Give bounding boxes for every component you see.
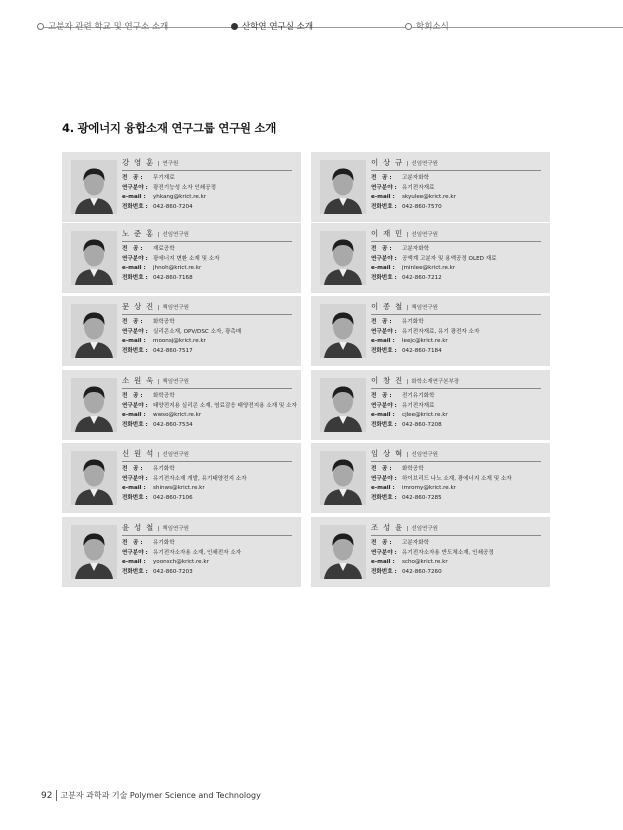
email-field-label: e-mail : [122,265,146,272]
major-field-label: 전 공 : [122,175,143,181]
email-field-label: e-mail : [371,194,395,201]
email-field-label: e-mail : [122,194,146,201]
name-row [371,448,543,459]
researcher-title: 선임연구원 [411,161,438,167]
major-field [122,174,294,184]
title-separator: | [157,305,160,311]
research-field-value: 광에너지 변환 소재 및 소자 [153,255,220,262]
major-field-label: 전 공 : [371,466,392,472]
researcher-photo [320,525,366,579]
researcher-info [122,375,297,431]
researcher-photo [71,160,117,214]
email-field [371,558,543,568]
researcher-name: 조 성 윤 [371,523,404,532]
researcher-info [122,157,294,213]
researcher-title: 선임연구원 [411,232,438,238]
researcher-info [371,522,543,578]
major-field [122,465,294,475]
major-field-value: 고분자화학 [402,246,430,252]
phone-field-value: 042-860-7260 [402,569,442,576]
researcher-info [122,301,294,357]
section-title: 4. 광에너지 융합소재 연구그룹 연구원 소개 [62,121,277,135]
phone-field [371,494,543,504]
researcher-title: 선임연구원 [162,452,189,458]
major-field-label: 전 공 : [371,319,392,325]
researcher-info [122,522,294,578]
research-field [122,549,294,559]
research-field [122,402,297,412]
title-separator: | [157,161,160,167]
major-field [122,539,294,549]
name-row [122,228,294,239]
nav-item-schools-institutes[interactable]: 고분자 관련 학교 및 연구소 소개 [48,22,169,32]
title-separator: | [406,379,409,385]
researcher-photo [71,231,117,285]
phone-field-value: 042-860-7168 [153,275,193,282]
researcher-name: 이 재 민 [371,229,404,238]
major-field-label: 전 공 : [371,393,392,399]
phone-field-label: 전화번호 : [371,495,397,502]
research-field-label: 연구분야 : [122,549,148,556]
name-row [371,522,543,533]
major-field-value: 유기화학 [153,540,175,546]
email-field-label: e-mail : [371,485,395,492]
title-separator: | [406,526,409,532]
research-field [122,255,294,265]
name-row [371,157,543,168]
email-field-label: e-mail : [371,559,395,566]
researcher-card [311,443,550,513]
research-field-value: 유기전자재료 [402,402,435,409]
email-field [122,193,294,203]
researcher-name: 문 상 진 [122,302,155,311]
major-field-value: 재료공학 [153,246,175,252]
major-field-value: 유기화학 [402,319,424,325]
email-field-label: e-mail : [122,485,146,492]
phone-field [122,274,294,284]
email-field-value[interactable]: yhkang@krict.re.kr [153,194,207,201]
researcher-title: 선임연구원 [162,232,189,238]
email-field-label: e-mail : [371,412,395,419]
title-separator: | [406,305,409,311]
researcher-title: 책임연구원 [162,526,189,532]
major-field-label: 전 공 : [371,246,392,252]
email-field-label: e-mail : [122,338,146,345]
phone-field [371,203,543,213]
top-navigation [0,0,623,46]
phone-field [122,421,294,431]
major-field [371,174,543,184]
researcher-card [62,152,301,222]
phone-field [371,421,543,431]
name-divider [371,535,541,536]
researcher-title: 책임연구원 [411,305,438,311]
nav-item-society-news[interactable]: 학회소식 [416,22,449,32]
name-divider [371,241,541,242]
major-field-value: 화학공학 [153,393,175,399]
email-field-value[interactable]: scho@krict.re.kr [402,559,448,566]
phone-field-label: 전화번호 : [122,495,148,502]
researcher-card [62,517,301,587]
research-field [371,549,543,559]
email-field [371,337,543,347]
email-field-value[interactable]: jhnoh@krict.re.kr [153,265,202,272]
researcher-name: 소 원 욱 [122,376,155,385]
phone-field [122,203,294,213]
phone-field-label: 전화번호 : [122,275,148,282]
major-field-label: 전 공 : [122,319,143,325]
nav-bullet-icon [37,23,44,30]
researcher-card [311,517,550,587]
researcher-title: 선임연구원 [411,526,438,532]
phone-field-value: 042-860-7208 [402,422,442,429]
email-field-label: e-mail : [122,412,146,419]
major-field [371,539,543,549]
researcher-name: 노 준 홍 [122,229,155,238]
research-field-value: 유기전자소자용 반도체소재, 인쇄공정 [402,549,494,556]
page-footer [41,790,261,801]
research-field [371,255,543,265]
major-field-label: 전 공 : [122,246,143,252]
phone-field-label: 전화번호 : [371,275,397,282]
nav-item-labs[interactable]: 산학연 연구실 소개 [242,22,314,32]
research-field [371,402,543,412]
research-field-value: 유기전자소재 개발, 유기태양전지 소자 [153,475,247,482]
phone-field-value: 042-860-7106 [153,495,193,502]
research-field-label: 연구분야 : [371,402,397,409]
email-field-label: e-mail : [122,559,146,566]
researcher-info [371,157,543,213]
researcher-photo [71,378,117,432]
researcher-title: 선임연구원 [411,452,438,458]
email-field-value[interactable]: skyulee@krict.re.kr [402,194,456,201]
title-separator: | [406,161,409,167]
title-separator: | [406,452,409,458]
researcher-name: 강 영 훈 [122,158,155,167]
researcher-title: 책임연구원 [162,305,189,311]
email-field-label: e-mail : [371,338,395,345]
researcher-name: 신 원 석 [122,449,155,458]
research-field [122,475,294,485]
email-field [371,411,543,421]
research-field [122,184,294,194]
email-field-value[interactable]: shinws@krict.re.kr [153,485,205,492]
researcher-card [62,370,301,440]
phone-field-label: 전화번호 : [371,204,397,211]
email-field [122,337,294,347]
researcher-title: 화학소재연구본부장 [411,379,460,385]
researcher-photo [320,231,366,285]
name-row [122,448,294,459]
major-field-label: 전 공 : [371,175,392,181]
research-field-label: 연구분야 : [371,255,397,262]
page-number: 92 [41,791,53,801]
email-field [122,411,294,421]
researcher-info [371,375,543,431]
research-field-label: 연구분야 : [122,475,148,482]
research-field [371,328,543,338]
name-row [122,301,294,312]
research-field-label: 연구분야 : [122,402,148,409]
researcher-card [62,296,301,366]
researcher-info [371,301,543,357]
major-field [122,245,294,255]
major-field [122,318,294,328]
name-divider [122,388,292,389]
phone-field-value: 042-860-7285 [402,495,442,502]
researcher-title: 연구원 [162,161,179,167]
phone-field-value: 042-860-7534 [153,422,193,429]
researcher-card [62,443,301,513]
email-field [371,484,543,494]
major-field [371,245,543,255]
email-field [371,264,543,274]
research-field-value: 유기전자재료, 유기 광전자 소자 [402,328,480,335]
phone-field-label: 전화번호 : [122,348,148,355]
research-field [371,184,543,194]
phone-field-value: 042-860-7203 [153,569,193,576]
research-field-label: 연구분야 : [371,475,397,482]
footer-divider [56,790,57,801]
name-divider [122,535,292,536]
name-divider [371,461,541,462]
name-row [122,157,294,168]
name-divider [122,170,292,171]
major-field [371,392,543,402]
nav-bullet-active-icon [231,23,238,30]
researcher-info [371,448,543,504]
research-field [122,328,294,338]
email-field-value[interactable]: wwso@krict.re.kr [153,412,202,419]
researcher-photo [320,304,366,358]
researcher-photo [320,451,366,505]
major-field-value: 고분자화학 [402,175,430,181]
email-field-value[interactable]: jminlee@krict.re.kr [402,265,456,272]
research-field-value: 유기전자재료 [402,184,435,191]
major-field-label: 전 공 : [122,466,143,472]
name-divider [122,241,292,242]
researcher-card [62,223,301,293]
name-row [122,522,294,533]
email-field-value[interactable]: moonsj@krict.re.kr [153,338,206,345]
researcher-card [311,152,550,222]
major-field-value: 유기화학 [153,466,175,472]
researcher-photo [71,525,117,579]
phone-field [122,347,294,357]
research-field-label: 연구분야 : [371,549,397,556]
name-divider [371,314,541,315]
phone-field-value: 042-860-7517 [153,348,193,355]
phone-field-value: 042-860-7570 [402,204,442,211]
email-field-value[interactable]: imromy@krict.re.kr [402,485,457,492]
title-separator: | [157,379,160,385]
researcher-photo [71,451,117,505]
phone-field-label: 전화번호 : [371,422,397,429]
phone-field [122,494,294,504]
phone-field-label: 전화번호 : [371,348,397,355]
major-field [122,392,294,402]
phone-field-value: 042-860-7212 [402,275,442,282]
major-field-value: 화학공학 [153,319,175,325]
researcher-photo [320,160,366,214]
name-divider [371,388,541,389]
major-field [371,318,543,328]
research-field-label: 연구분야 : [122,255,148,262]
email-field [122,484,294,494]
research-field-label: 연구분야 : [371,184,397,191]
research-field-value: 공액계 고분자 및 용액공정 OLED 재료 [402,255,497,262]
phone-field [371,568,543,578]
research-field-label: 연구분야 : [122,328,148,335]
name-row [122,375,294,386]
nav-bullet-icon [405,23,412,30]
phone-field [122,568,294,578]
research-field-value: 유기전자소자용 소재, 인쇄전자 소자 [153,549,242,556]
researcher-card [311,296,550,366]
email-field [122,264,294,274]
email-field [122,558,294,568]
researcher-info [371,228,543,284]
researcher-photo [71,304,117,358]
major-field-value: 전기유기화학 [402,393,435,399]
phone-field-label: 전화번호 : [122,204,148,211]
email-field-value[interactable]: cjlee@krict.re.kr [402,412,448,419]
researcher-info [122,448,294,504]
name-row [371,375,543,386]
research-field-label: 연구분야 : [371,328,397,335]
phone-field [371,274,543,284]
major-field-value: 화학공학 [402,466,424,472]
phone-field-value: 042-860-7184 [402,348,442,355]
researcher-card [311,223,550,293]
researcher-name: 이 상 규 [371,158,404,167]
research-field-value: 하이브리드 나노 소재, 광에너지 소재 및 소자 [402,475,512,482]
title-separator: | [157,232,160,238]
phone-field-label: 전화번호 : [122,422,148,429]
research-field-value: 태양전지용 실리콘 소재, 염료감응 태양전지용 소재 및 소자 [153,402,297,409]
title-separator: | [157,526,160,532]
researcher-name: 윤 성 철 [122,523,155,532]
major-field-label: 전 공 : [122,540,143,546]
name-divider [371,170,541,171]
major-field-value: 고분자화학 [402,540,430,546]
email-field-label: e-mail : [371,265,395,272]
researcher-photo [320,378,366,432]
phone-field-label: 전화번호 : [122,569,148,576]
phone-field [371,347,543,357]
research-field-value: 실리콘소재, OPV/DSC 소자, 광촉매 [153,328,242,335]
major-field-value: 무기재료 [153,175,175,181]
researcher-title: 책임연구원 [162,379,189,385]
name-divider [122,314,292,315]
major-field [371,465,543,475]
major-field-label: 전 공 : [371,540,392,546]
email-field-value[interactable]: leejc@krict.re.kr [402,338,448,345]
major-field-label: 전 공 : [122,393,143,399]
title-separator: | [406,232,409,238]
name-divider [122,461,292,462]
name-row [371,228,543,239]
research-field-label: 연구분야 : [122,184,148,191]
email-field [371,193,543,203]
researcher-name: 이 창 진 [371,376,404,385]
phone-field-label: 전화번호 : [371,569,397,576]
research-field-value: 광전기능성 소자 인쇄공정 [153,184,216,191]
name-row [371,301,543,312]
phone-field-value: 042-860-7204 [153,204,193,211]
research-field [371,475,543,485]
researcher-card [311,370,550,440]
email-field-value[interactable]: yoonsch@krict.re.kr [153,559,209,566]
title-separator: | [157,452,160,458]
journal-title: 고분자 과학과 기술 Polymer Science and Technology [60,791,261,800]
researcher-info [122,228,294,284]
researcher-name: 이 종 철 [371,302,404,311]
researcher-name: 임 상 혁 [371,449,404,458]
